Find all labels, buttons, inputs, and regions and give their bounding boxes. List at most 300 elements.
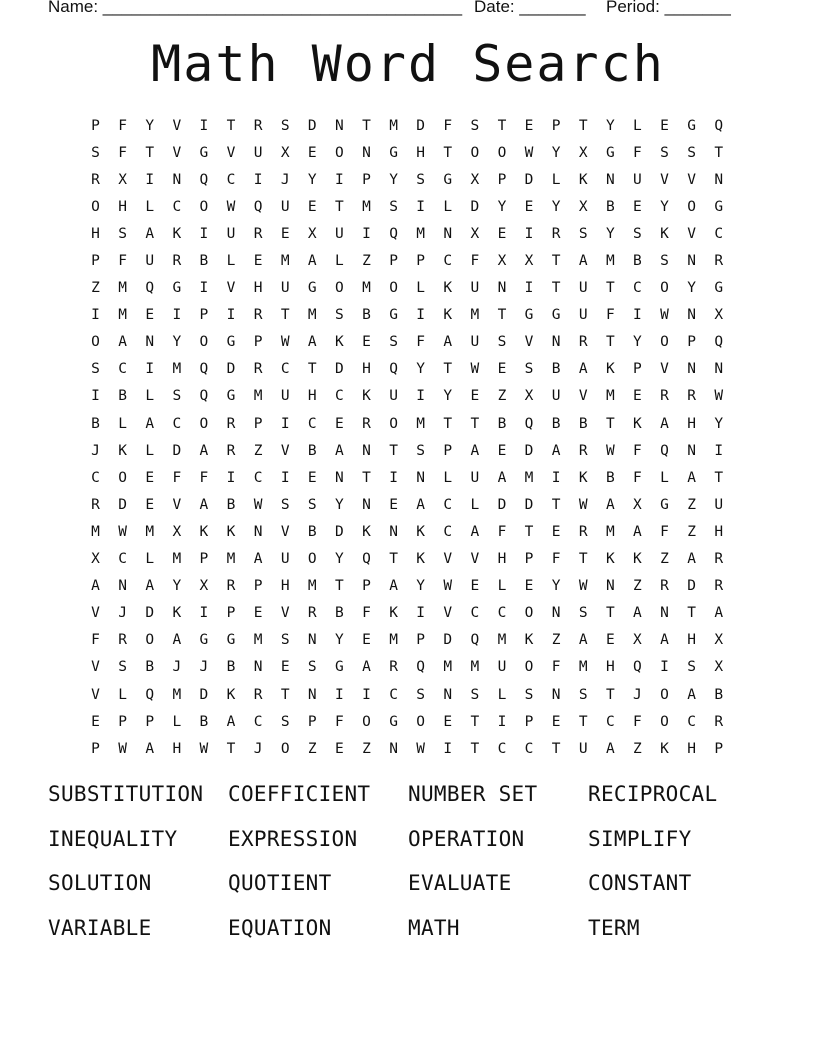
grid-letter[interactable]: X <box>633 632 642 649</box>
grid-letter[interactable]: W <box>443 578 453 595</box>
grid-letter[interactable]: X <box>280 144 290 161</box>
grid-letter[interactable]: N <box>253 523 263 540</box>
grid-letter[interactable]: X <box>118 171 127 188</box>
grid-letter[interactable]: O <box>660 334 669 351</box>
grid-letter[interactable]: P <box>362 578 371 595</box>
grid-letter[interactable]: C <box>443 523 453 540</box>
grid-letter[interactable]: P <box>524 713 534 730</box>
grid-letter[interactable]: T <box>443 361 453 378</box>
grid-letter[interactable]: J <box>280 171 290 188</box>
grid-letter[interactable]: B <box>226 496 236 513</box>
grid-letter[interactable]: M <box>362 198 371 215</box>
grid-letter[interactable]: T <box>605 686 615 703</box>
grid-letter[interactable]: E <box>335 415 344 432</box>
grid-letter[interactable]: K <box>335 334 344 351</box>
grid-letter[interactable]: E <box>605 632 615 649</box>
grid-letter[interactable]: R <box>578 334 588 351</box>
grid-letter[interactable]: G <box>660 496 669 513</box>
grid-letter[interactable]: F <box>633 469 642 486</box>
grid-letter[interactable]: O <box>145 632 155 649</box>
grid-letter[interactable]: F <box>118 117 127 134</box>
grid-letter[interactable]: A <box>443 334 453 351</box>
grid-letter[interactable]: N <box>335 469 344 486</box>
grid-letter[interactable]: O <box>524 659 534 676</box>
grid-letter[interactable]: M <box>307 578 317 595</box>
grid-letter[interactable]: R <box>714 578 724 595</box>
grid-letter[interactable]: A <box>145 578 155 595</box>
grid-letter[interactable]: S <box>470 117 480 134</box>
grid-letter[interactable]: F <box>470 253 480 270</box>
grid-letter[interactable]: V <box>578 388 588 405</box>
grid-letter[interactable]: Y <box>307 171 317 188</box>
grid-letter[interactable]: Q <box>714 117 724 134</box>
grid-letter[interactable]: I <box>91 307 100 324</box>
grid-letter[interactable]: I <box>145 361 155 378</box>
grid-letter[interactable]: N <box>714 361 724 378</box>
grid-letter[interactable]: E <box>280 225 290 242</box>
grid-letter[interactable]: P <box>91 117 100 134</box>
grid-letter[interactable]: I <box>199 225 209 242</box>
grid-letter[interactable]: B <box>307 523 317 540</box>
grid-letter[interactable]: T <box>470 713 480 730</box>
grid-letter[interactable]: I <box>524 225 534 242</box>
grid-letter[interactable]: T <box>307 361 317 378</box>
grid-letter[interactable]: A <box>551 442 561 459</box>
grid-letter[interactable]: O <box>362 713 371 730</box>
grid-letter[interactable]: R <box>714 253 724 270</box>
grid-letter[interactable]: W <box>470 361 480 378</box>
grid-letter[interactable]: E <box>660 117 669 134</box>
grid-letter[interactable]: R <box>118 632 127 649</box>
grid-letter[interactable]: Z <box>687 496 696 513</box>
grid-letter[interactable]: P <box>687 334 696 351</box>
grid-letter[interactable]: Y <box>145 117 155 134</box>
grid-letter[interactable]: O <box>91 334 100 351</box>
grid-letter[interactable]: T <box>551 253 561 270</box>
grid-letter[interactable]: T <box>714 469 724 486</box>
grid-letter[interactable]: U <box>497 659 507 676</box>
grid-letter[interactable]: T <box>551 496 561 513</box>
grid-letter[interactable]: A <box>660 632 669 649</box>
grid-letter[interactable]: N <box>687 361 696 378</box>
grid-letter[interactable]: O <box>660 713 669 730</box>
grid-letter[interactable]: N <box>145 334 155 351</box>
grid-letter[interactable]: T <box>389 442 398 459</box>
grid-letter[interactable]: I <box>362 225 371 242</box>
grid-letter[interactable]: O <box>335 280 344 297</box>
grid-letter[interactable]: E <box>145 307 155 324</box>
grid-letter[interactable]: M <box>172 361 182 378</box>
grid-letter[interactable]: Y <box>497 198 507 215</box>
grid-letter[interactable]: K <box>226 523 236 540</box>
grid-letter[interactable]: F <box>172 469 182 486</box>
grid-letter[interactable]: N <box>660 605 669 622</box>
grid-letter[interactable]: I <box>660 659 669 676</box>
grid-letter[interactable]: G <box>199 632 209 649</box>
grid-letter[interactable]: S <box>660 253 669 270</box>
grid-letter[interactable]: V <box>660 171 669 188</box>
grid-letter[interactable]: S <box>578 686 588 703</box>
grid-letter[interactable]: P <box>362 171 371 188</box>
grid-letter[interactable]: D <box>335 361 344 378</box>
grid-letter[interactable]: K <box>416 551 426 568</box>
grid-letter[interactable]: L <box>172 713 182 730</box>
grid-letter[interactable]: F <box>416 334 426 351</box>
grid-letter[interactable]: I <box>199 605 209 622</box>
grid-letter[interactable]: W <box>118 740 127 757</box>
grid-letter[interactable]: F <box>335 713 344 730</box>
grid-letter[interactable]: Y <box>172 334 182 351</box>
grid-letter[interactable]: E <box>633 198 642 215</box>
grid-letter[interactable]: P <box>443 442 453 459</box>
grid-letter[interactable]: J <box>118 605 127 622</box>
grid-letter[interactable]: B <box>605 469 615 486</box>
grid-letter[interactable]: S <box>389 198 398 215</box>
grid-letter[interactable]: K <box>362 388 371 405</box>
grid-letter[interactable]: A <box>660 415 669 432</box>
grid-letter[interactable]: X <box>470 171 480 188</box>
grid-letter[interactable]: Q <box>362 551 371 568</box>
grid-letter[interactable]: T <box>443 415 453 432</box>
grid-letter[interactable]: D <box>118 496 127 513</box>
grid-letter[interactable]: I <box>280 469 290 486</box>
grid-letter[interactable]: K <box>578 469 588 486</box>
grid-letter[interactable]: X <box>714 659 724 676</box>
grid-letter[interactable]: C <box>280 361 290 378</box>
grid-letter[interactable]: O <box>389 415 398 432</box>
grid-letter[interactable]: W <box>524 144 534 161</box>
grid-letter[interactable]: R <box>253 117 263 134</box>
grid-letter[interactable]: Z <box>687 523 696 540</box>
grid-letter[interactable]: E <box>253 253 263 270</box>
grid-letter[interactable]: V <box>443 605 453 622</box>
grid-letter[interactable]: X <box>578 198 588 215</box>
grid-letter[interactable]: W <box>578 578 588 595</box>
grid-letter[interactable]: Y <box>335 496 344 513</box>
grid-letter[interactable]: A <box>687 686 696 703</box>
grid-letter[interactable]: L <box>226 253 236 270</box>
grid-letter[interactable]: C <box>118 551 127 568</box>
grid-letter[interactable]: N <box>551 686 561 703</box>
grid-letter[interactable]: S <box>335 307 344 324</box>
grid-letter[interactable]: Z <box>362 740 371 757</box>
grid-letter[interactable]: U <box>145 253 155 270</box>
grid-letter[interactable]: C <box>118 361 127 378</box>
grid-letter[interactable]: L <box>145 442 155 459</box>
grid-letter[interactable]: P <box>91 253 100 270</box>
grid-letter[interactable]: B <box>633 253 642 270</box>
grid-letter[interactable]: N <box>118 578 127 595</box>
grid-letter[interactable]: C <box>172 415 182 432</box>
grid-letter[interactable]: V <box>172 144 182 161</box>
grid-letter[interactable]: A <box>118 334 127 351</box>
grid-letter[interactable]: T <box>335 578 344 595</box>
grid-letter[interactable]: Y <box>416 361 426 378</box>
grid-letter[interactable]: X <box>524 388 534 405</box>
grid-letter[interactable]: A <box>362 659 371 676</box>
grid-letter[interactable]: N <box>443 686 453 703</box>
grid-letter[interactable]: M <box>497 632 507 649</box>
grid-letter[interactable]: U <box>335 225 344 242</box>
grid-letter[interactable]: V <box>172 117 182 134</box>
grid-letter[interactable]: A <box>578 253 588 270</box>
grid-letter[interactable]: A <box>578 632 588 649</box>
grid-letter[interactable]: K <box>172 225 182 242</box>
grid-letter[interactable]: X <box>470 225 480 242</box>
grid-letter[interactable]: Z <box>551 632 561 649</box>
grid-letter[interactable]: M <box>362 280 371 297</box>
grid-letter[interactable]: K <box>605 551 615 568</box>
grid-letter[interactable]: V <box>91 659 100 676</box>
grid-letter[interactable]: U <box>280 551 290 568</box>
grid-letter[interactable]: C <box>470 605 480 622</box>
grid-letter[interactable]: T <box>687 605 696 622</box>
grid-letter[interactable]: A <box>307 253 317 270</box>
grid-letter[interactable]: X <box>524 253 534 270</box>
grid-letter[interactable]: E <box>551 523 561 540</box>
grid-letter[interactable]: B <box>199 713 209 730</box>
grid-letter[interactable]: O <box>335 144 344 161</box>
grid-letter[interactable]: H <box>91 225 100 242</box>
grid-letter[interactable]: T <box>362 117 371 134</box>
grid-letter[interactable]: Z <box>497 388 507 405</box>
grid-letter[interactable]: E <box>497 225 507 242</box>
grid-letter[interactable]: N <box>335 117 344 134</box>
grid-letter[interactable]: T <box>497 117 507 134</box>
grid-letter[interactable]: E <box>470 578 480 595</box>
grid-letter[interactable]: E <box>280 659 290 676</box>
grid-letter[interactable]: R <box>362 415 371 432</box>
grid-letter[interactable]: G <box>307 280 317 297</box>
grid-letter[interactable]: I <box>389 469 398 486</box>
grid-letter[interactable]: A <box>416 496 426 513</box>
grid-letter[interactable]: Q <box>199 171 209 188</box>
grid-letter[interactable]: S <box>660 144 669 161</box>
grid-letter[interactable]: M <box>470 659 480 676</box>
grid-letter[interactable]: I <box>335 171 344 188</box>
grid-letter[interactable]: C <box>307 415 317 432</box>
grid-letter[interactable]: S <box>389 334 398 351</box>
grid-letter[interactable]: Y <box>633 334 642 351</box>
grid-letter[interactable]: N <box>605 171 615 188</box>
grid-letter[interactable]: P <box>389 253 398 270</box>
grid-letter[interactable]: I <box>362 686 371 703</box>
grid-letter[interactable]: A <box>145 415 155 432</box>
grid-letter[interactable]: S <box>416 686 426 703</box>
grid-letter[interactable]: L <box>470 496 480 513</box>
grid-letter[interactable]: O <box>91 198 100 215</box>
grid-letter[interactable]: N <box>605 578 615 595</box>
grid-letter[interactable]: N <box>362 442 371 459</box>
grid-letter[interactable]: N <box>497 280 507 297</box>
grid-letter[interactable]: P <box>551 117 561 134</box>
grid-letter[interactable]: R <box>714 551 724 568</box>
grid-letter[interactable]: T <box>578 713 588 730</box>
grid-letter[interactable]: P <box>91 740 100 757</box>
grid-letter[interactable]: R <box>660 388 669 405</box>
grid-letter[interactable]: H <box>605 659 615 676</box>
grid-letter[interactable]: S <box>280 496 290 513</box>
grid-letter[interactable]: A <box>389 578 398 595</box>
grid-letter[interactable]: O <box>118 469 127 486</box>
grid-letter[interactable]: H <box>416 144 426 161</box>
date-field[interactable]: Date: _______ <box>474 0 586 16</box>
grid-letter[interactable]: T <box>551 740 561 757</box>
grid-letter[interactable]: Z <box>362 253 371 270</box>
grid-letter[interactable]: O <box>199 198 209 215</box>
grid-letter[interactable]: O <box>524 605 534 622</box>
grid-letter[interactable]: X <box>497 253 507 270</box>
grid-letter[interactable]: M <box>253 388 263 405</box>
grid-letter[interactable]: M <box>307 307 317 324</box>
grid-letter[interactable]: A <box>687 469 696 486</box>
grid-letter[interactable]: S <box>91 144 100 161</box>
grid-letter[interactable]: J <box>91 442 100 459</box>
grid-letter[interactable]: Y <box>443 388 453 405</box>
grid-letter[interactable]: W <box>280 334 290 351</box>
grid-letter[interactable]: Q <box>660 442 669 459</box>
grid-letter[interactable]: V <box>524 334 534 351</box>
grid-letter[interactable]: D <box>416 117 426 134</box>
grid-letter[interactable]: N <box>362 496 371 513</box>
grid-letter[interactable]: D <box>524 171 534 188</box>
grid-letter[interactable]: E <box>335 740 344 757</box>
grid-letter[interactable]: U <box>551 388 561 405</box>
grid-letter[interactable]: K <box>443 280 453 297</box>
grid-letter[interactable]: H <box>253 280 263 297</box>
grid-letter[interactable]: X <box>714 307 724 324</box>
grid-letter[interactable]: M <box>172 551 182 568</box>
grid-letter[interactable]: D <box>524 496 534 513</box>
grid-letter[interactable]: E <box>470 388 480 405</box>
grid-letter[interactable]: S <box>524 361 534 378</box>
grid-letter[interactable]: S <box>91 361 100 378</box>
grid-letter[interactable]: G <box>605 144 615 161</box>
grid-letter[interactable]: T <box>362 469 371 486</box>
grid-letter[interactable]: Q <box>145 686 155 703</box>
grid-letter[interactable]: P <box>199 307 209 324</box>
grid-letter[interactable]: V <box>687 225 696 242</box>
grid-letter[interactable]: S <box>118 225 127 242</box>
grid-letter[interactable]: P <box>714 740 724 757</box>
grid-letter[interactable]: W <box>118 523 127 540</box>
grid-letter[interactable]: M <box>118 307 127 324</box>
grid-letter[interactable]: D <box>307 117 317 134</box>
grid-letter[interactable]: I <box>91 388 100 405</box>
grid-letter[interactable]: O <box>307 551 317 568</box>
grid-letter[interactable]: Y <box>714 415 724 432</box>
grid-letter[interactable]: M <box>172 686 182 703</box>
grid-letter[interactable]: A <box>172 632 182 649</box>
grid-letter[interactable]: A <box>199 442 209 459</box>
grid-letter[interactable]: L <box>118 686 127 703</box>
grid-letter[interactable]: A <box>714 605 724 622</box>
grid-letter[interactable]: Y <box>172 578 182 595</box>
grid-letter[interactable]: U <box>389 388 398 405</box>
grid-letter[interactable]: E <box>389 496 398 513</box>
grid-letter[interactable]: H <box>172 740 182 757</box>
grid-letter[interactable]: C <box>443 253 453 270</box>
grid-letter[interactable]: Y <box>551 578 561 595</box>
grid-letter[interactable]: E <box>497 361 507 378</box>
grid-letter[interactable]: A <box>253 551 263 568</box>
grid-letter[interactable]: H <box>497 551 507 568</box>
grid-letter[interactable]: V <box>470 551 480 568</box>
grid-letter[interactable]: H <box>118 198 127 215</box>
grid-letter[interactable]: I <box>145 171 155 188</box>
grid-letter[interactable]: H <box>362 361 371 378</box>
grid-letter[interactable]: V <box>226 144 236 161</box>
grid-letter[interactable]: K <box>199 523 209 540</box>
grid-letter[interactable]: P <box>497 171 507 188</box>
grid-letter[interactable]: K <box>633 415 642 432</box>
grid-letter[interactable]: I <box>172 307 182 324</box>
grid-letter[interactable]: E <box>145 496 155 513</box>
grid-letter[interactable]: O <box>660 686 669 703</box>
grid-letter[interactable]: E <box>524 578 534 595</box>
grid-letter[interactable]: A <box>226 713 236 730</box>
grid-letter[interactable]: I <box>416 605 426 622</box>
grid-letter[interactable]: I <box>335 686 344 703</box>
grid-letter[interactable]: R <box>91 171 100 188</box>
grid-letter[interactable]: F <box>362 605 371 622</box>
grid-letter[interactable]: V <box>280 605 290 622</box>
grid-letter[interactable]: R <box>307 605 317 622</box>
grid-letter[interactable]: W <box>416 740 426 757</box>
grid-letter[interactable]: U <box>280 198 290 215</box>
grid-letter[interactable]: E <box>362 632 371 649</box>
grid-letter[interactable]: M <box>118 280 127 297</box>
grid-letter[interactable]: Q <box>389 361 398 378</box>
grid-letter[interactable]: I <box>416 307 426 324</box>
grid-letter[interactable]: A <box>470 523 480 540</box>
grid-letter[interactable]: C <box>335 388 344 405</box>
grid-letter[interactable]: E <box>362 334 371 351</box>
grid-letter[interactable]: U <box>470 334 480 351</box>
grid-letter[interactable]: P <box>253 578 263 595</box>
grid-letter[interactable]: U <box>578 740 588 757</box>
grid-letter[interactable]: F <box>633 713 642 730</box>
grid-letter[interactable]: G <box>443 171 453 188</box>
grid-letter[interactable]: N <box>714 171 724 188</box>
grid-letter[interactable]: P <box>253 334 263 351</box>
grid-letter[interactable]: B <box>578 415 588 432</box>
grid-letter[interactable]: F <box>443 117 453 134</box>
grid-letter[interactable]: F <box>551 551 561 568</box>
grid-letter[interactable]: O <box>416 713 426 730</box>
grid-letter[interactable]: Q <box>470 632 480 649</box>
grid-letter[interactable]: C <box>605 713 615 730</box>
grid-letter[interactable]: F <box>605 307 615 324</box>
grid-letter[interactable]: Y <box>389 171 398 188</box>
grid-letter[interactable]: C <box>714 225 724 242</box>
grid-letter[interactable]: P <box>307 713 317 730</box>
grid-letter[interactable]: K <box>578 171 588 188</box>
grid-letter[interactable]: K <box>118 442 127 459</box>
grid-letter[interactable]: T <box>145 144 155 161</box>
grid-letter[interactable]: B <box>551 361 561 378</box>
grid-letter[interactable]: B <box>199 253 209 270</box>
grid-letter[interactable]: S <box>307 659 317 676</box>
grid-letter[interactable]: D <box>145 605 155 622</box>
grid-letter[interactable]: D <box>226 361 236 378</box>
grid-letter[interactable]: I <box>497 713 507 730</box>
grid-letter[interactable]: S <box>416 442 426 459</box>
grid-letter[interactable]: Q <box>416 659 426 676</box>
grid-letter[interactable]: P <box>416 632 426 649</box>
grid-letter[interactable]: W <box>605 442 615 459</box>
grid-letter[interactable]: T <box>470 740 480 757</box>
